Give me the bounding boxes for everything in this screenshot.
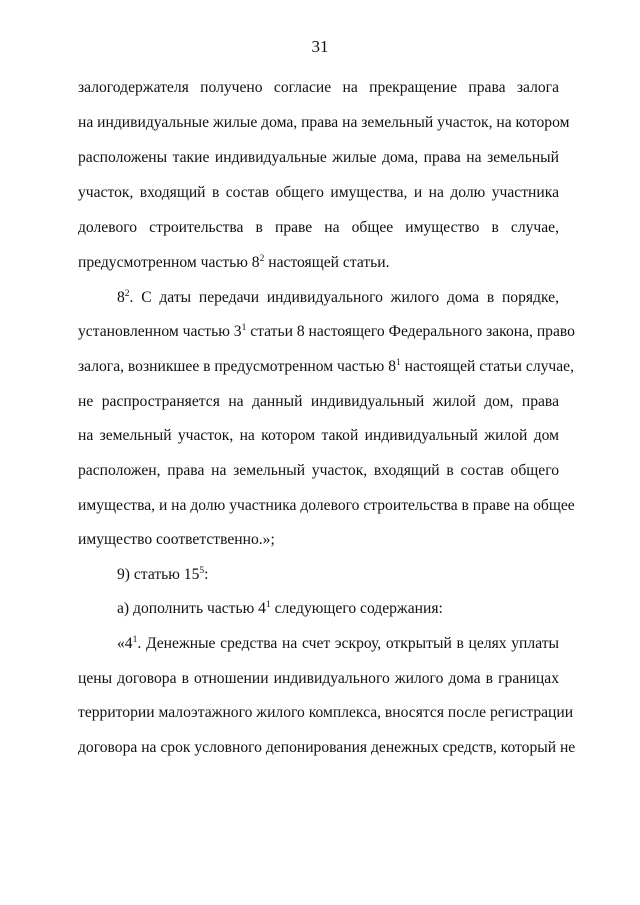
text-line: имущества, и на долю участника долевого строительства в праве на общее: [78, 497, 575, 514]
text-line: участок, входящий в состав общего имущества, и на долю участника: [78, 184, 559, 201]
superscript: 2: [124, 289, 130, 299]
text-line: установленном частью $3^1$ статьи 8 настоящего Федерального закона, право: [78, 323, 575, 340]
text-line: не распространяется на данный индивидуальный жилой дом, права: [78, 393, 559, 410]
text-line: долевого строительства в праве на общее имущество в случае,: [78, 219, 559, 236]
text-line: залогодержателя полученo согласие на прекращение права залога: [78, 79, 559, 96]
text-line: расположены такие индивидуальные жилые дома, права на земельный: [78, 149, 559, 166]
superscript: 1: [241, 323, 247, 333]
text-line: а) дополнить частью $4^1$ следующего содержания:: [117, 600, 443, 617]
text-line: договора на срок условного депонирования денежных средств, который не: [78, 739, 576, 756]
text-line: расположен, права на земельный участок, входящий в состав общего: [78, 462, 559, 479]
text-line: на индивидуальные жилые дома, права на земельный участок, на котором: [78, 114, 570, 131]
text-line: предусмотренном частью $8^2$ настоящей статьи.: [78, 254, 390, 271]
text-line: на земельный участок, на котором такой индивидуальный жилой дом: [78, 427, 559, 444]
superscript: 1: [265, 600, 271, 610]
text-line: цены договора в отношении индивидуального жилого дома в границах: [78, 670, 559, 687]
text-line: 9) статью $15^5$:: [117, 566, 209, 583]
page-number: 31: [311, 37, 329, 56]
text-line: территории малоэтажного жилого комплекса, вносятся после регистрации: [78, 704, 574, 721]
superscript: 5: [199, 566, 205, 576]
superscript: 1: [396, 358, 401, 368]
text-line: имущество соответственно.»;: [78, 531, 275, 548]
superscript: 1: [132, 635, 138, 645]
text-line: $8^2$. С даты передачи индивидуального жилого дома в порядке,: [117, 289, 559, 306]
text-line: «$4^1$. Денежные средства на счет эскроу, открытый в целях уплаты: [117, 635, 559, 652]
superscript: 2: [259, 254, 265, 264]
text-line: залога, возникшее в предусмотренном частью $8^1$ настоящей статьи случае,: [78, 358, 575, 375]
